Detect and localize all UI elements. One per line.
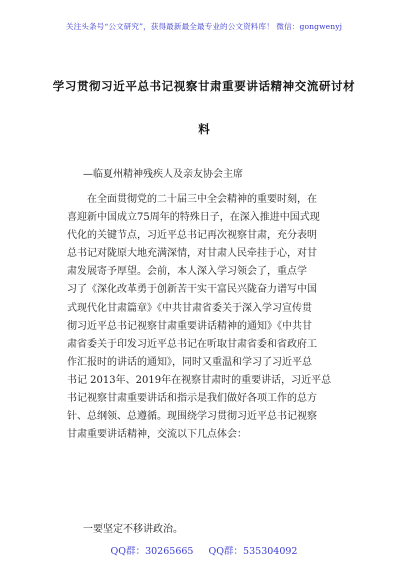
paragraph-line: 肃省委关于印发习近平总书记在听取甘肃省委和省政府工	[67, 338, 317, 350]
paragraph-line: 习了《深化改革勇于创新苦干实干富民兴陇奋力谱写中国	[67, 284, 317, 296]
paragraph-line: 式现代化甘肃篇章》《中共甘肃省委关于深入学习宣传贯	[67, 302, 312, 314]
footer-qq-groups	[0, 543, 408, 557]
paragraph-line: 总书记对陇原大地充满深情，对甘肃人民牵挂于心，对甘	[67, 248, 317, 260]
paragraph-line: 书记视察甘肃重要讲话和指示是我们做好各项工作的总方	[67, 393, 317, 405]
paragraph-line: 彻习近平总书记视察甘肃重要讲话精神的通知》《中共甘	[67, 320, 312, 332]
document-title-line-2: 料	[198, 122, 210, 136]
paragraph-line: 书记 2013年、2019年在视察甘肃时的重要讲话，习近平总	[67, 374, 332, 386]
paragraph-line: 针、总纲领、总遵循。现围绕学习贯彻习近平总书记视察	[67, 411, 317, 423]
footer-qq-group-1: QQ群：30265665	[110, 546, 194, 557]
author-line: —临夏州精神残疾人及亲友协会主席	[83, 169, 243, 180]
body-paragraph	[67, 191, 342, 444]
paragraph-line: 在全面贯彻党的二十届三中全会精神的重要时刻，在	[87, 194, 317, 205]
footer-qq-group-2: QQ群：535304092	[208, 546, 298, 557]
paragraph-line: 代化的关键节点，习近平总书记再次视察甘肃，充分表明	[67, 230, 317, 242]
paragraph-line: 喜迎新中国成立75周年的特殊日子，在深入推进中国式现	[67, 212, 320, 224]
header-promo-note: 关注头条号“公文研究”，获得最新最全最专业的公文资料库！ 微信：gongwenyj	[65, 22, 343, 31]
paragraph-line: 甘肃重要讲话精神，交流以下几点体会：	[67, 429, 247, 441]
document-title-line-1: 学习贯彻习近平总书记视察甘肃重要讲话精神交流研讨材	[52, 79, 356, 93]
section-point-one: 一要坚定不移讲政治。	[83, 524, 183, 535]
paragraph-line: 肃发展寄予厚望。会前，本人深入学习领会了，重点学	[67, 266, 307, 278]
paragraph-line: 作汇报时的讲话的通知》，同时又重温和学习了习近平总	[67, 356, 312, 368]
